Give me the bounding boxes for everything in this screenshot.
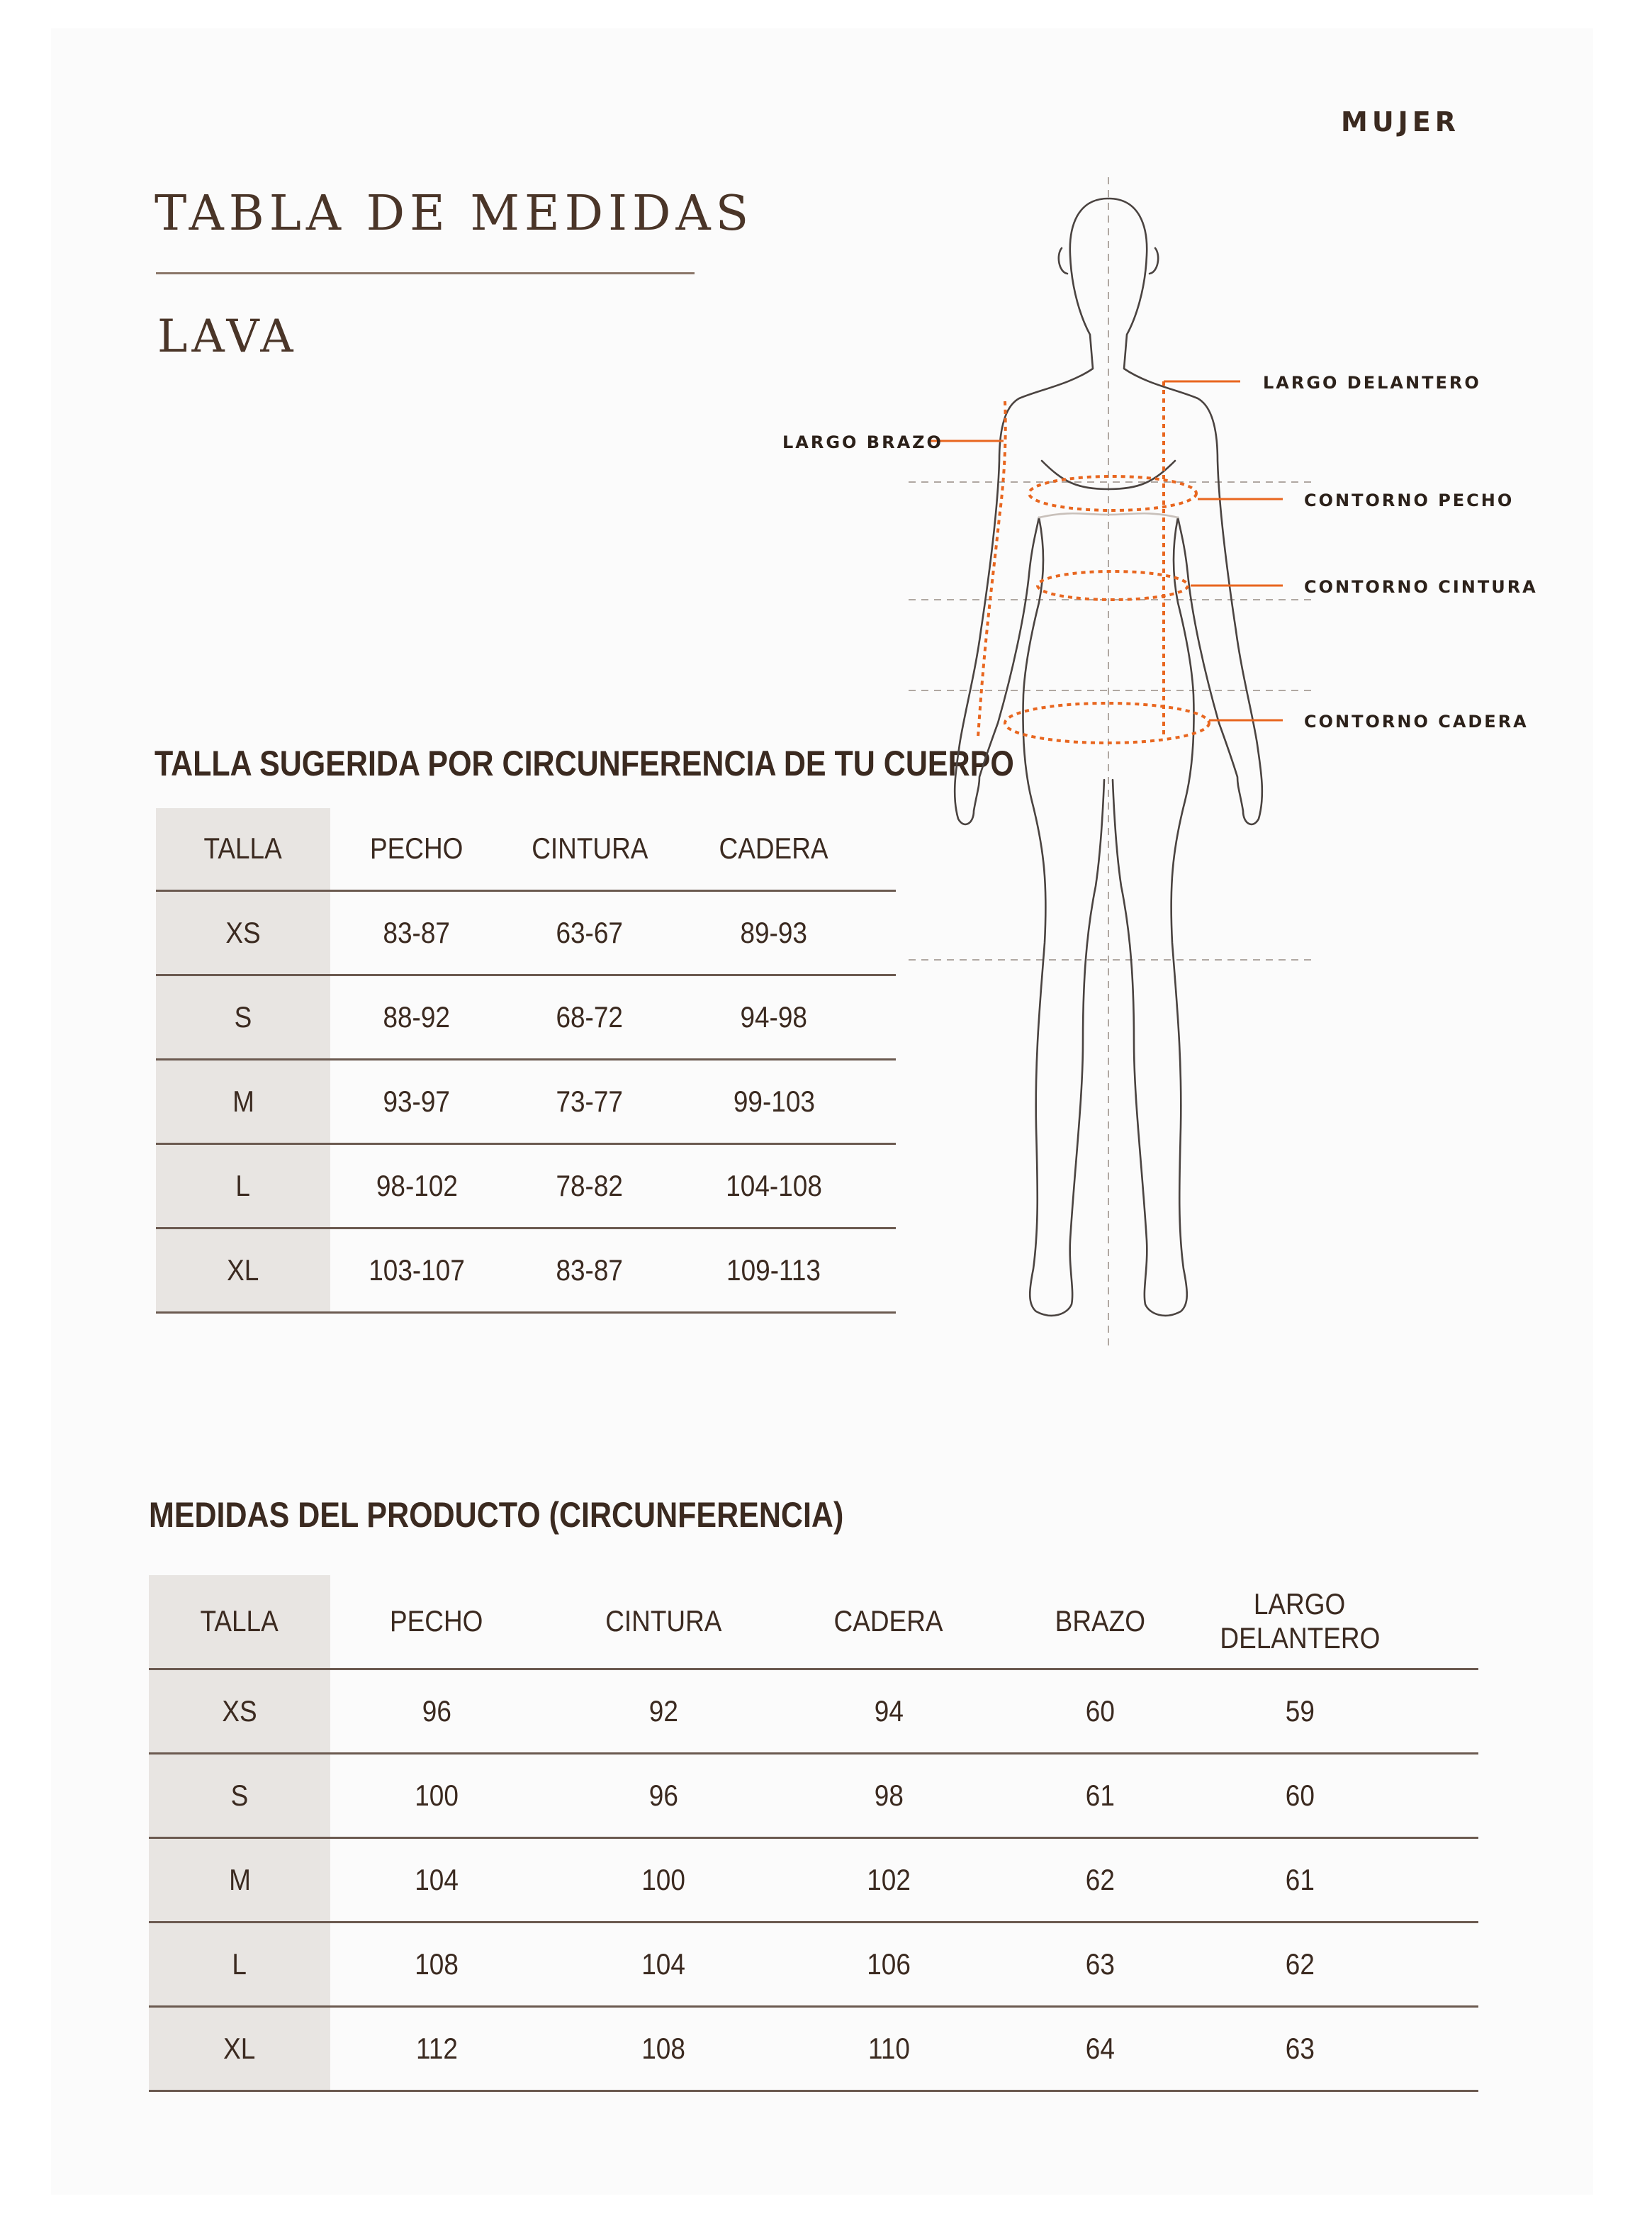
size-cell: XS bbox=[149, 1669, 330, 1753]
table-cell: 60 bbox=[994, 1669, 1206, 1753]
column-header: BRAZO bbox=[994, 1575, 1206, 1669]
table-cell: 92 bbox=[543, 1669, 784, 1753]
label-contorno-cadera: CONTORNO CADERA bbox=[1304, 712, 1529, 732]
table-cell: 78-82 bbox=[503, 1143, 676, 1228]
page-title: TABLA DE MEDIDAS bbox=[154, 186, 754, 242]
table-cell: 63 bbox=[1206, 2006, 1393, 2091]
table-cell: 94-98 bbox=[676, 975, 872, 1059]
product-name: LAVA bbox=[157, 310, 298, 363]
column-header: PECHO bbox=[330, 808, 503, 890]
label-largo-delantero: LARGO DELANTERO bbox=[1263, 373, 1481, 393]
label-contorno-cintura: CONTORNO CINTURA bbox=[1304, 577, 1538, 597]
table-row bbox=[156, 1059, 896, 1143]
table-row bbox=[149, 1753, 1478, 1837]
table-header-row bbox=[156, 808, 896, 890]
body-left-outline bbox=[955, 198, 1108, 1316]
table-cell: 64 bbox=[994, 2006, 1206, 2091]
size-cell: S bbox=[156, 975, 330, 1059]
table-cell: 103-107 bbox=[330, 1228, 503, 1312]
table-cell: 104-108 bbox=[676, 1143, 872, 1228]
table-row bbox=[149, 1669, 1478, 1753]
waist-measure-ellipse bbox=[1038, 571, 1188, 600]
table-cell: 104 bbox=[330, 1837, 543, 1922]
table-cell: 106 bbox=[784, 1922, 994, 2006]
table-cell: 109-113 bbox=[676, 1228, 872, 1312]
size-cell: M bbox=[149, 1837, 330, 1922]
table-cell: 110 bbox=[784, 2006, 994, 2091]
table-cell: 98-102 bbox=[330, 1143, 503, 1228]
product-table-heading: MEDIDAS DEL PRODUCTO (CIRCUNFERENCIA) bbox=[149, 1495, 844, 1535]
table-row bbox=[149, 1922, 1478, 2006]
table-cell: 96 bbox=[330, 1669, 543, 1753]
table-cell: 73-77 bbox=[503, 1059, 676, 1143]
label-leaders bbox=[928, 381, 1283, 720]
arm-measure-line bbox=[978, 401, 1006, 737]
table-cell: 83-87 bbox=[503, 1228, 676, 1312]
size-cell: L bbox=[156, 1143, 330, 1228]
table-cell: 98 bbox=[784, 1753, 994, 1837]
label-largo-brazo: LARGO BRAZO bbox=[782, 432, 943, 452]
table-row bbox=[156, 890, 896, 975]
table-cell: 63-67 bbox=[503, 890, 676, 975]
column-header: CADERA bbox=[784, 1575, 994, 1669]
table-cell: 96 bbox=[543, 1753, 784, 1837]
column-header: CINTURA bbox=[543, 1575, 784, 1669]
table-cell: 61 bbox=[1206, 1837, 1393, 1922]
size-cell: L bbox=[149, 1922, 330, 2006]
product-size-table bbox=[149, 1575, 1478, 2092]
size-cell: S bbox=[149, 1753, 330, 1837]
table-cell: 63 bbox=[994, 1922, 1206, 2006]
size-cell: XL bbox=[149, 2006, 330, 2091]
table-cell: 108 bbox=[543, 2006, 784, 2091]
size-cell: XS bbox=[156, 890, 330, 975]
table-cell: 68-72 bbox=[503, 975, 676, 1059]
column-header: TALLA bbox=[149, 1575, 330, 1669]
brand-label: MUJER bbox=[1341, 106, 1461, 138]
body-size-table bbox=[156, 808, 896, 1314]
table-cell: 61 bbox=[994, 1753, 1206, 1837]
table-row bbox=[149, 1837, 1478, 1922]
table-row bbox=[156, 975, 896, 1059]
table-cell: 62 bbox=[1206, 1922, 1393, 2006]
column-header: TALLA bbox=[156, 808, 330, 890]
rib-line bbox=[1039, 513, 1178, 517]
table-cell: 99-103 bbox=[676, 1059, 872, 1143]
table-header-row bbox=[149, 1575, 1478, 1669]
table-cell: 60 bbox=[1206, 1753, 1393, 1837]
column-header: PECHO bbox=[330, 1575, 543, 1669]
table-cell: 83-87 bbox=[330, 890, 503, 975]
guide-lines bbox=[909, 177, 1311, 1347]
table-row bbox=[149, 2006, 1478, 2091]
table-cell: 112 bbox=[330, 2006, 543, 2091]
table-cell: 89-93 bbox=[676, 890, 872, 975]
body-right-outline bbox=[1108, 198, 1262, 1316]
table-cell: 100 bbox=[330, 1753, 543, 1837]
table-cell: 62 bbox=[994, 1837, 1206, 1922]
column-header: LARGO DELANTERO bbox=[1206, 1575, 1393, 1669]
table-cell: 102 bbox=[784, 1837, 994, 1922]
label-contorno-pecho: CONTORNO PECHO bbox=[1304, 491, 1515, 510]
hip-measure-ellipse bbox=[1005, 703, 1209, 743]
body-table-heading: TALLA SUGERIDA POR CIRCUNFERENCIA DE TU CUERPO bbox=[154, 744, 1014, 783]
table-cell: 100 bbox=[543, 1837, 784, 1922]
table-cell: 104 bbox=[543, 1922, 784, 2006]
table-cell: 59 bbox=[1206, 1669, 1393, 1753]
table-row bbox=[156, 1228, 896, 1312]
size-cell: XL bbox=[156, 1228, 330, 1312]
column-header: CADERA bbox=[676, 808, 872, 890]
table-cell: 88-92 bbox=[330, 975, 503, 1059]
table-cell: 93-97 bbox=[330, 1059, 503, 1143]
column-header: CINTURA bbox=[503, 808, 676, 890]
table-row bbox=[156, 1143, 896, 1228]
size-cell: M bbox=[156, 1059, 330, 1143]
table-cell: 108 bbox=[330, 1922, 543, 2006]
title-divider bbox=[156, 272, 695, 274]
body-measurement-figure bbox=[900, 177, 1538, 1354]
table-cell: 94 bbox=[784, 1669, 994, 1753]
